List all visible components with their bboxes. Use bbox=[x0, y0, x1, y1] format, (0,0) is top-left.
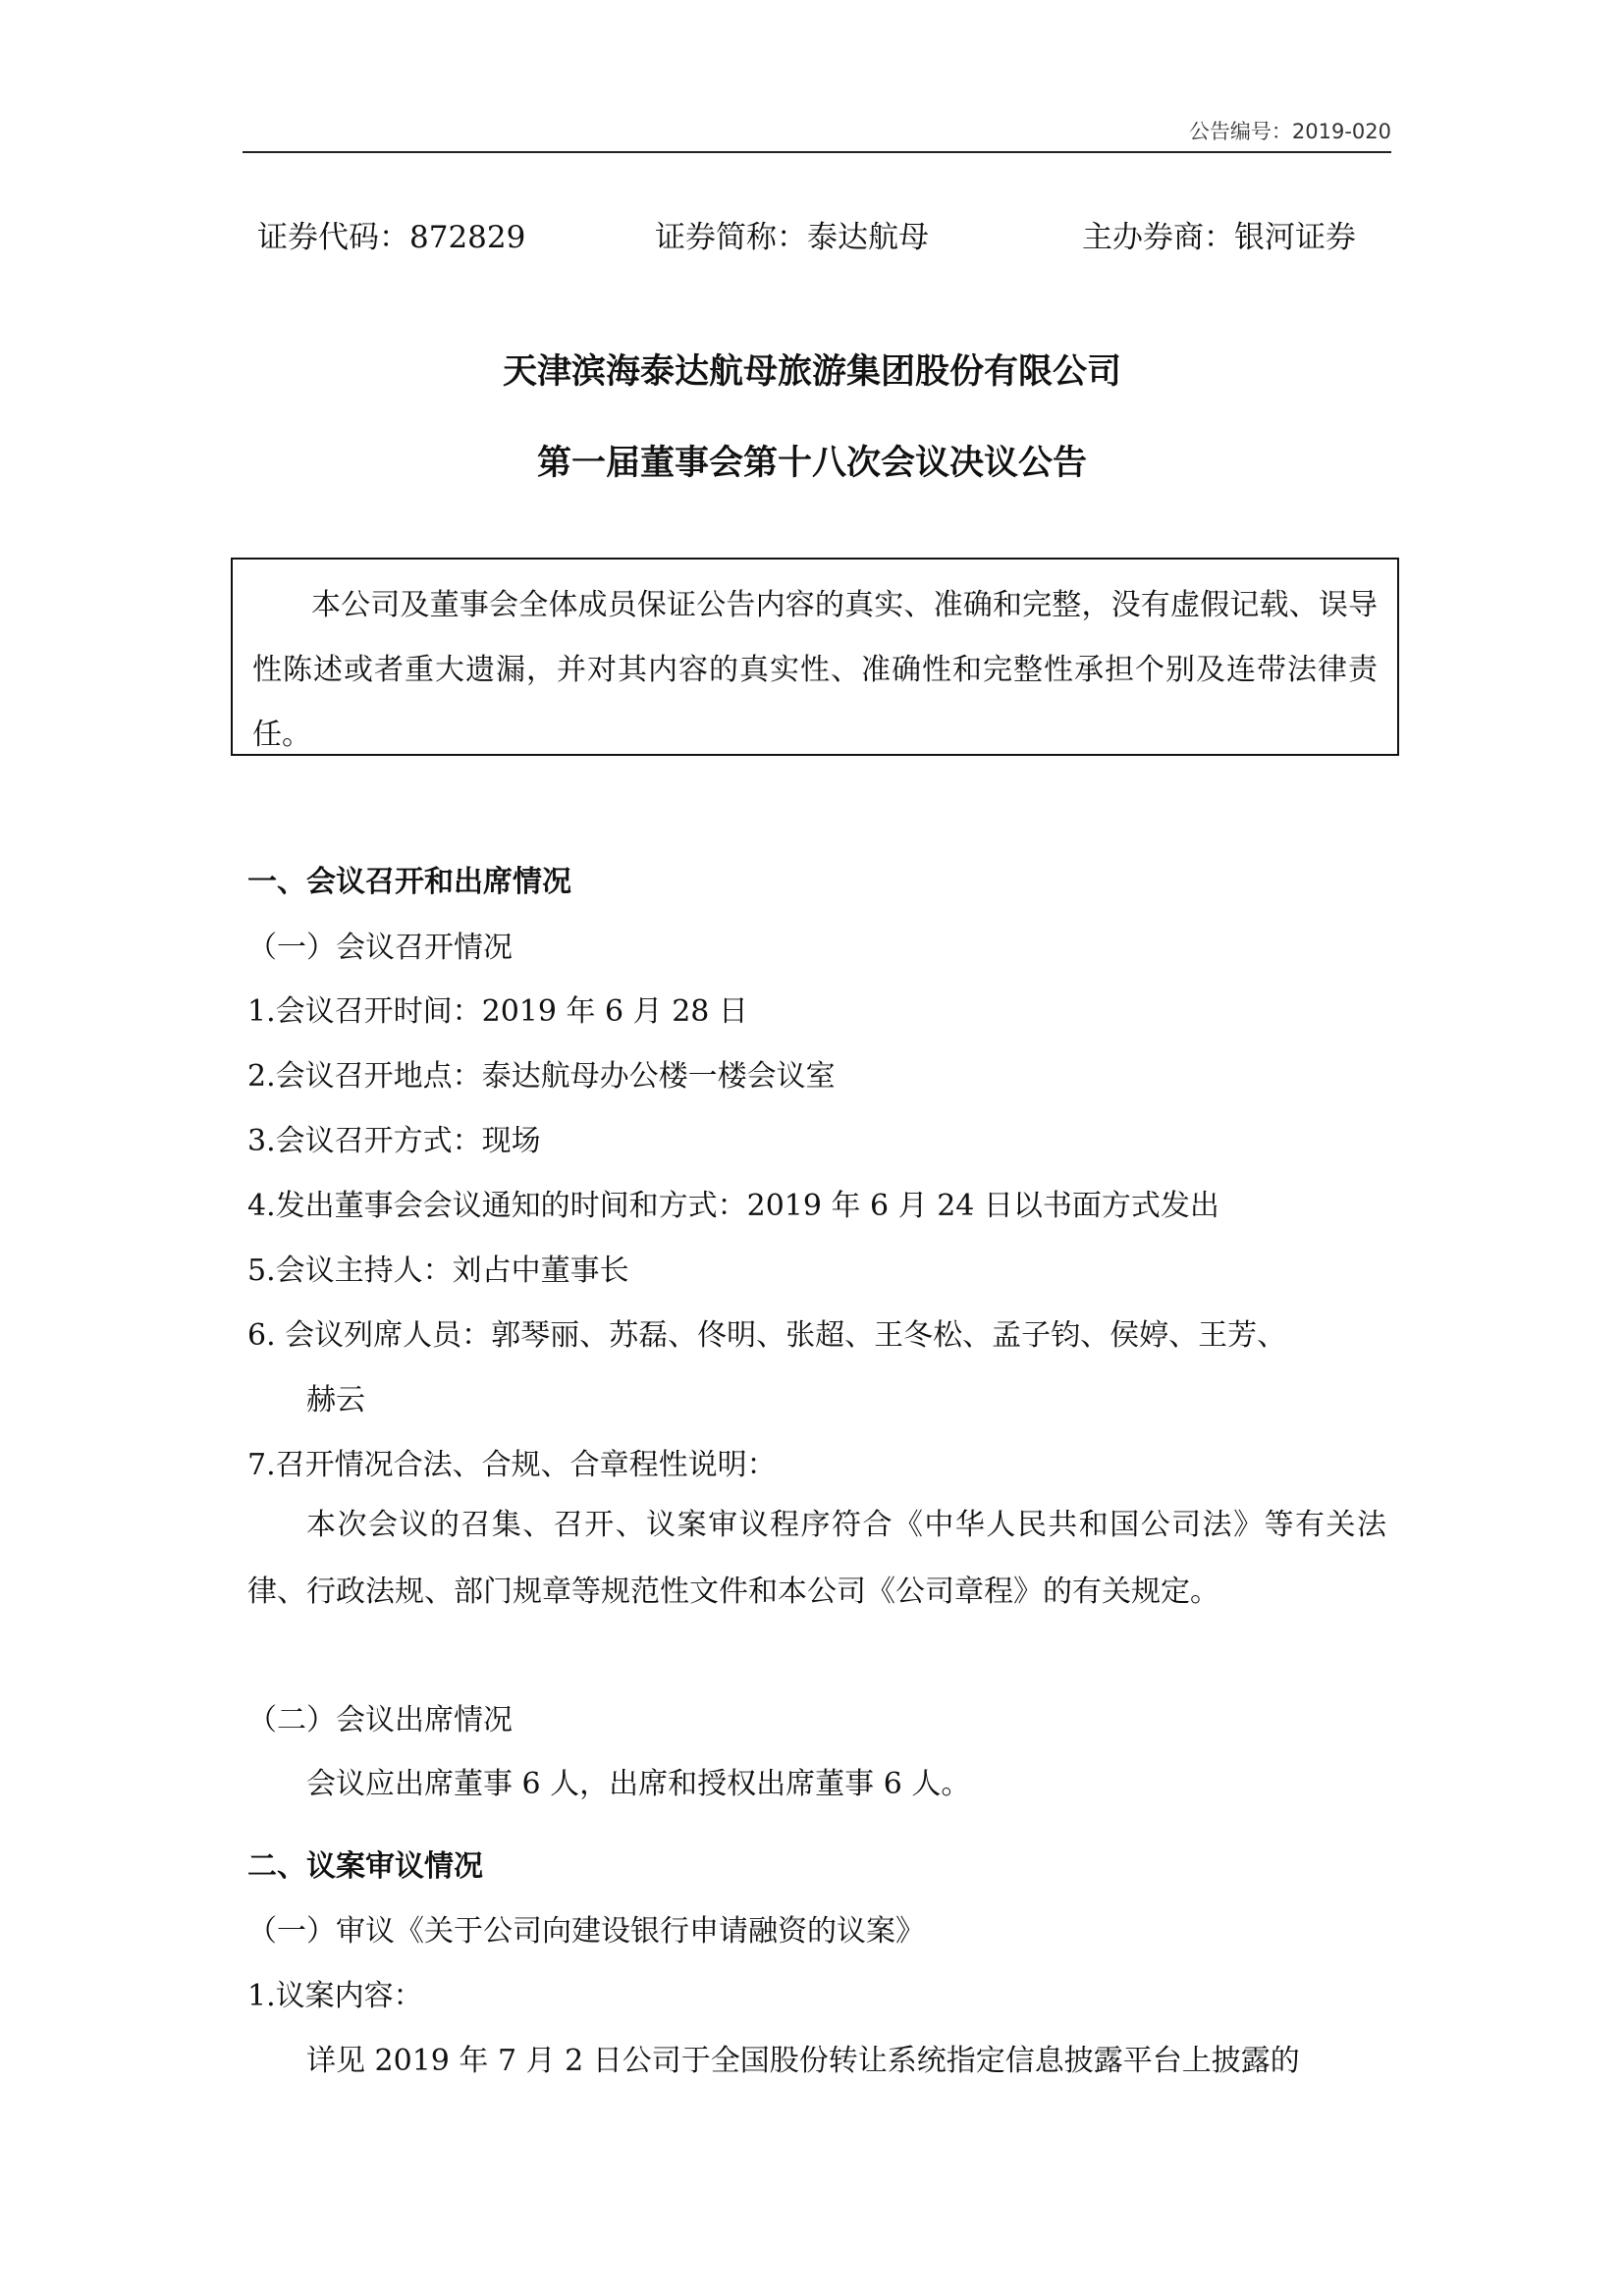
attendees-line1: 6. 会议列席人员：郭琴丽、苏磊、佟明、张超、王冬松、孟子钧、侯婷、王芳、 bbox=[247, 1318, 1287, 1353]
meeting-location: 2.会议召开地点：泰达航母办公楼一楼会议室 bbox=[247, 1059, 836, 1094]
company-title: 天津滨海泰达航母旅游集团股份有限公司 bbox=[502, 351, 1121, 392]
section1-sub1: （一）会议召开情况 bbox=[247, 931, 513, 965]
section1-heading: 一、会议召开和出席情况 bbox=[247, 865, 571, 899]
security-code: 证券代码：872829 bbox=[257, 220, 526, 255]
securities-info-row bbox=[257, 212, 1386, 255]
notice-time-method: 4.发出董事会会议通知的时间和方式：2019 年 6 月 24 日以书面方式发出 bbox=[247, 1189, 1219, 1223]
section1-sub2: （二）会议出席情况 bbox=[247, 1703, 513, 1737]
announcement-number: 公告编号：2019-020 bbox=[1188, 120, 1391, 143]
legality-statement-label: 7.召开情况合法、合规、合章程性说明： bbox=[247, 1448, 777, 1482]
legality-statement-body: 本次会议的召集、召开、议案审议程序符合《中华人民共和国公司法》等有关法律、行政法规、部门规章等规范性文件和本公司《公司章程》的有关规定。 bbox=[247, 1508, 1386, 1609]
proposal-content-label: 1.议案内容： bbox=[247, 1979, 423, 2013]
section2-sub1: （一）审议《关于公司向建设银行申请融资的议案》 bbox=[247, 1914, 925, 1949]
section2-heading: 二、议案审议情况 bbox=[247, 1849, 483, 1884]
meeting-time: 1.会议召开时间：2019 年 6 月 28 日 bbox=[247, 994, 748, 1029]
meeting-method: 3.会议召开方式：现场 bbox=[247, 1124, 541, 1158]
announcement-title: 第一届董事会第十八次会议决议公告 bbox=[536, 443, 1087, 483]
header-divider bbox=[243, 151, 1391, 153]
proposal-content-body: 详见 2019 年 7 月 2 日公司于全国股份转让系统指定信息披露平台上披露的 bbox=[306, 2044, 1300, 2078]
meeting-host: 5.会议主持人：刘占中董事长 bbox=[247, 1254, 629, 1288]
responsibility-statement-box bbox=[231, 558, 1399, 756]
responsibility-statement: 本公司及董事会全体成员保证公告内容的真实、准确和完整，没有虚假记载、误导性陈述或者重大遗漏，并对其内容的真实性、准确性和完整性承担个别及连带法律责任。 bbox=[252, 588, 1378, 752]
attendance-summary: 会议应出席董事 6 人，出席和授权出席董事 6 人。 bbox=[306, 1767, 971, 1801]
attendees-line2: 赫云 bbox=[306, 1383, 365, 1417]
lead-broker: 主办券商：银河证券 bbox=[1082, 220, 1356, 255]
security-short-name: 证券简称：泰达航母 bbox=[655, 220, 929, 255]
